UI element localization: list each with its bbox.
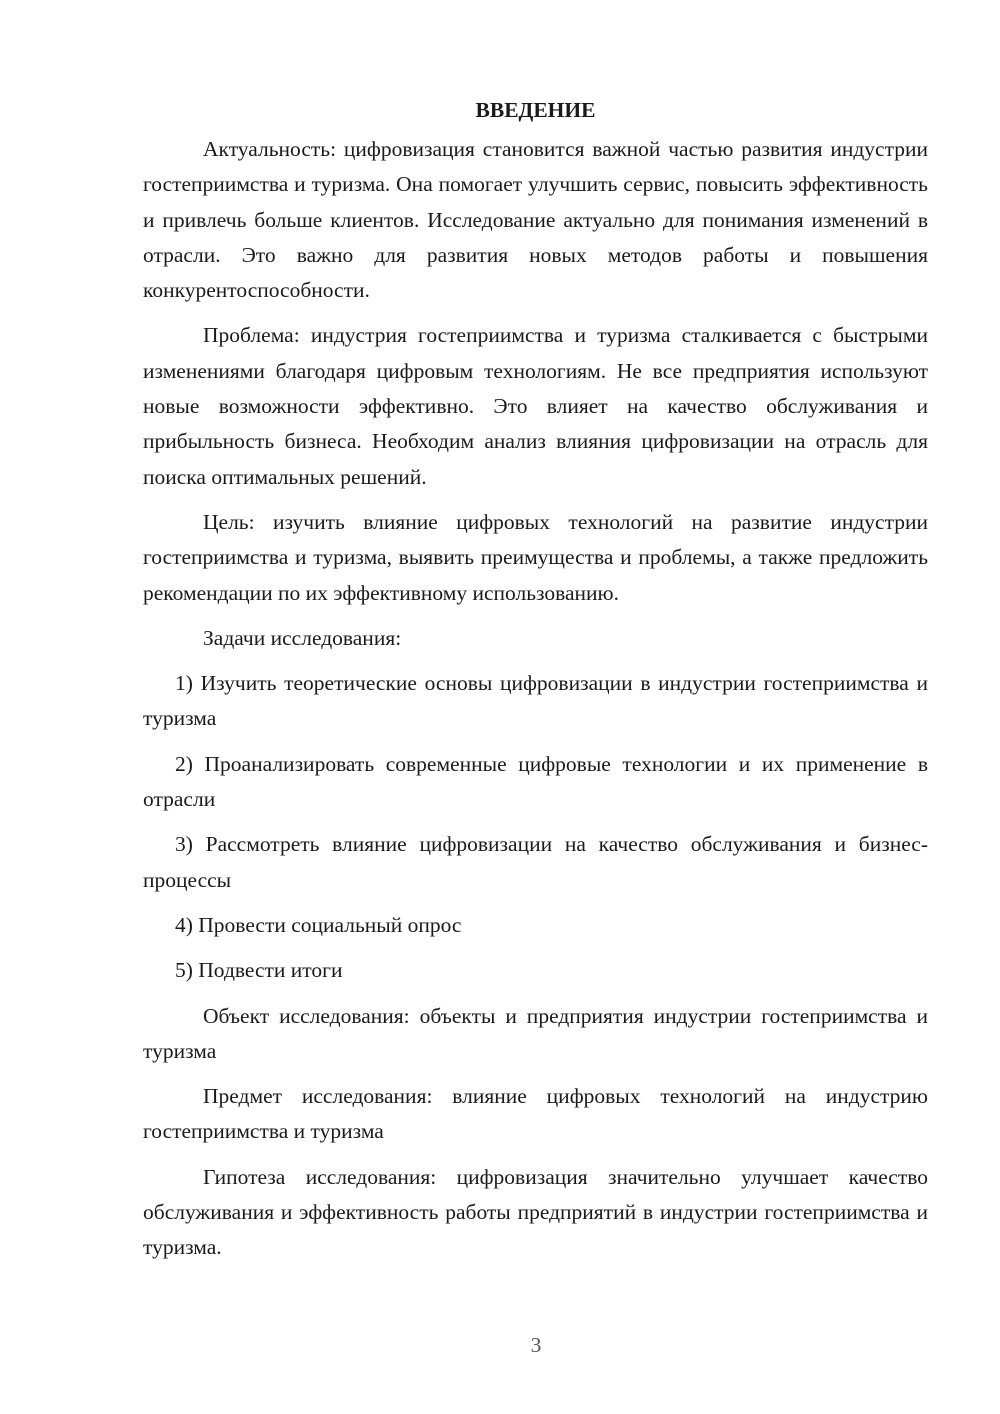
object-paragraph: Объект исследования: объекты и предприятия индустрии гостеприимства и туризма <box>143 1003 928 1063</box>
task-item-5: 5) Подвести итоги <box>175 958 343 983</box>
page-content <box>143 92 928 1276</box>
page-title: ВВЕДЕНИЕ <box>475 98 596 122</box>
hypothesis-paragraph: Гипотеза исследования: цифровизация значительно улучшает качество обслуживания и эффективность работы предприятий в индустрии гостеприимства и туризма. <box>143 1164 928 1260</box>
task-item-2: 2) Проанализировать современные цифровые технологии и их применение в отрасли <box>143 751 928 812</box>
subject-paragraph: Предмет исследования: влияние цифровых технологий на индустрию гостеприимства и туризма <box>143 1084 928 1144</box>
problem-paragraph: Проблема: индустрия гостеприимства и туризма сталкивается с быстрыми изменениями благодаря цифровым технологиям. Не все предприятия используют новые возможности эффективно. Это влияет на качество обслуживания и прибыльность бизнеса. Необходим анализ влияния цифровизации на отрасль для поиска оптимальных решений. <box>143 323 928 489</box>
page-number: 3 <box>530 1333 542 1357</box>
task-item-3: 3) Рассмотреть влияние цифровизации на качество обслуживания и бизнес-процессы <box>143 832 928 892</box>
relevance-paragraph: Актуальность: цифровизация становится важной частью развития индустрии гостеприимства и туризма. Она помогает улучшить сервис, повысить эффективность и привлечь больше клиентов. Исследование актуально для понимания изменений в отрасли. Это важно для развития новых методов работы и повышения конкурентоспособности. <box>143 137 928 303</box>
tasks-heading: Задачи исследования: <box>203 625 402 650</box>
task-item-4: 4) Провести социальный опрос <box>175 912 462 937</box>
goal-paragraph: Цель: изучить влияние цифровых технологий на развитие индустрии гостеприимства и туризма, выявить преимущества и проблемы, а также предложить рекомендации по их эффективному использованию. <box>143 509 928 605</box>
task-item-1: 1) Изучить теоретические основы цифровизации в индустрии гостеприимства и туризма <box>143 671 928 731</box>
